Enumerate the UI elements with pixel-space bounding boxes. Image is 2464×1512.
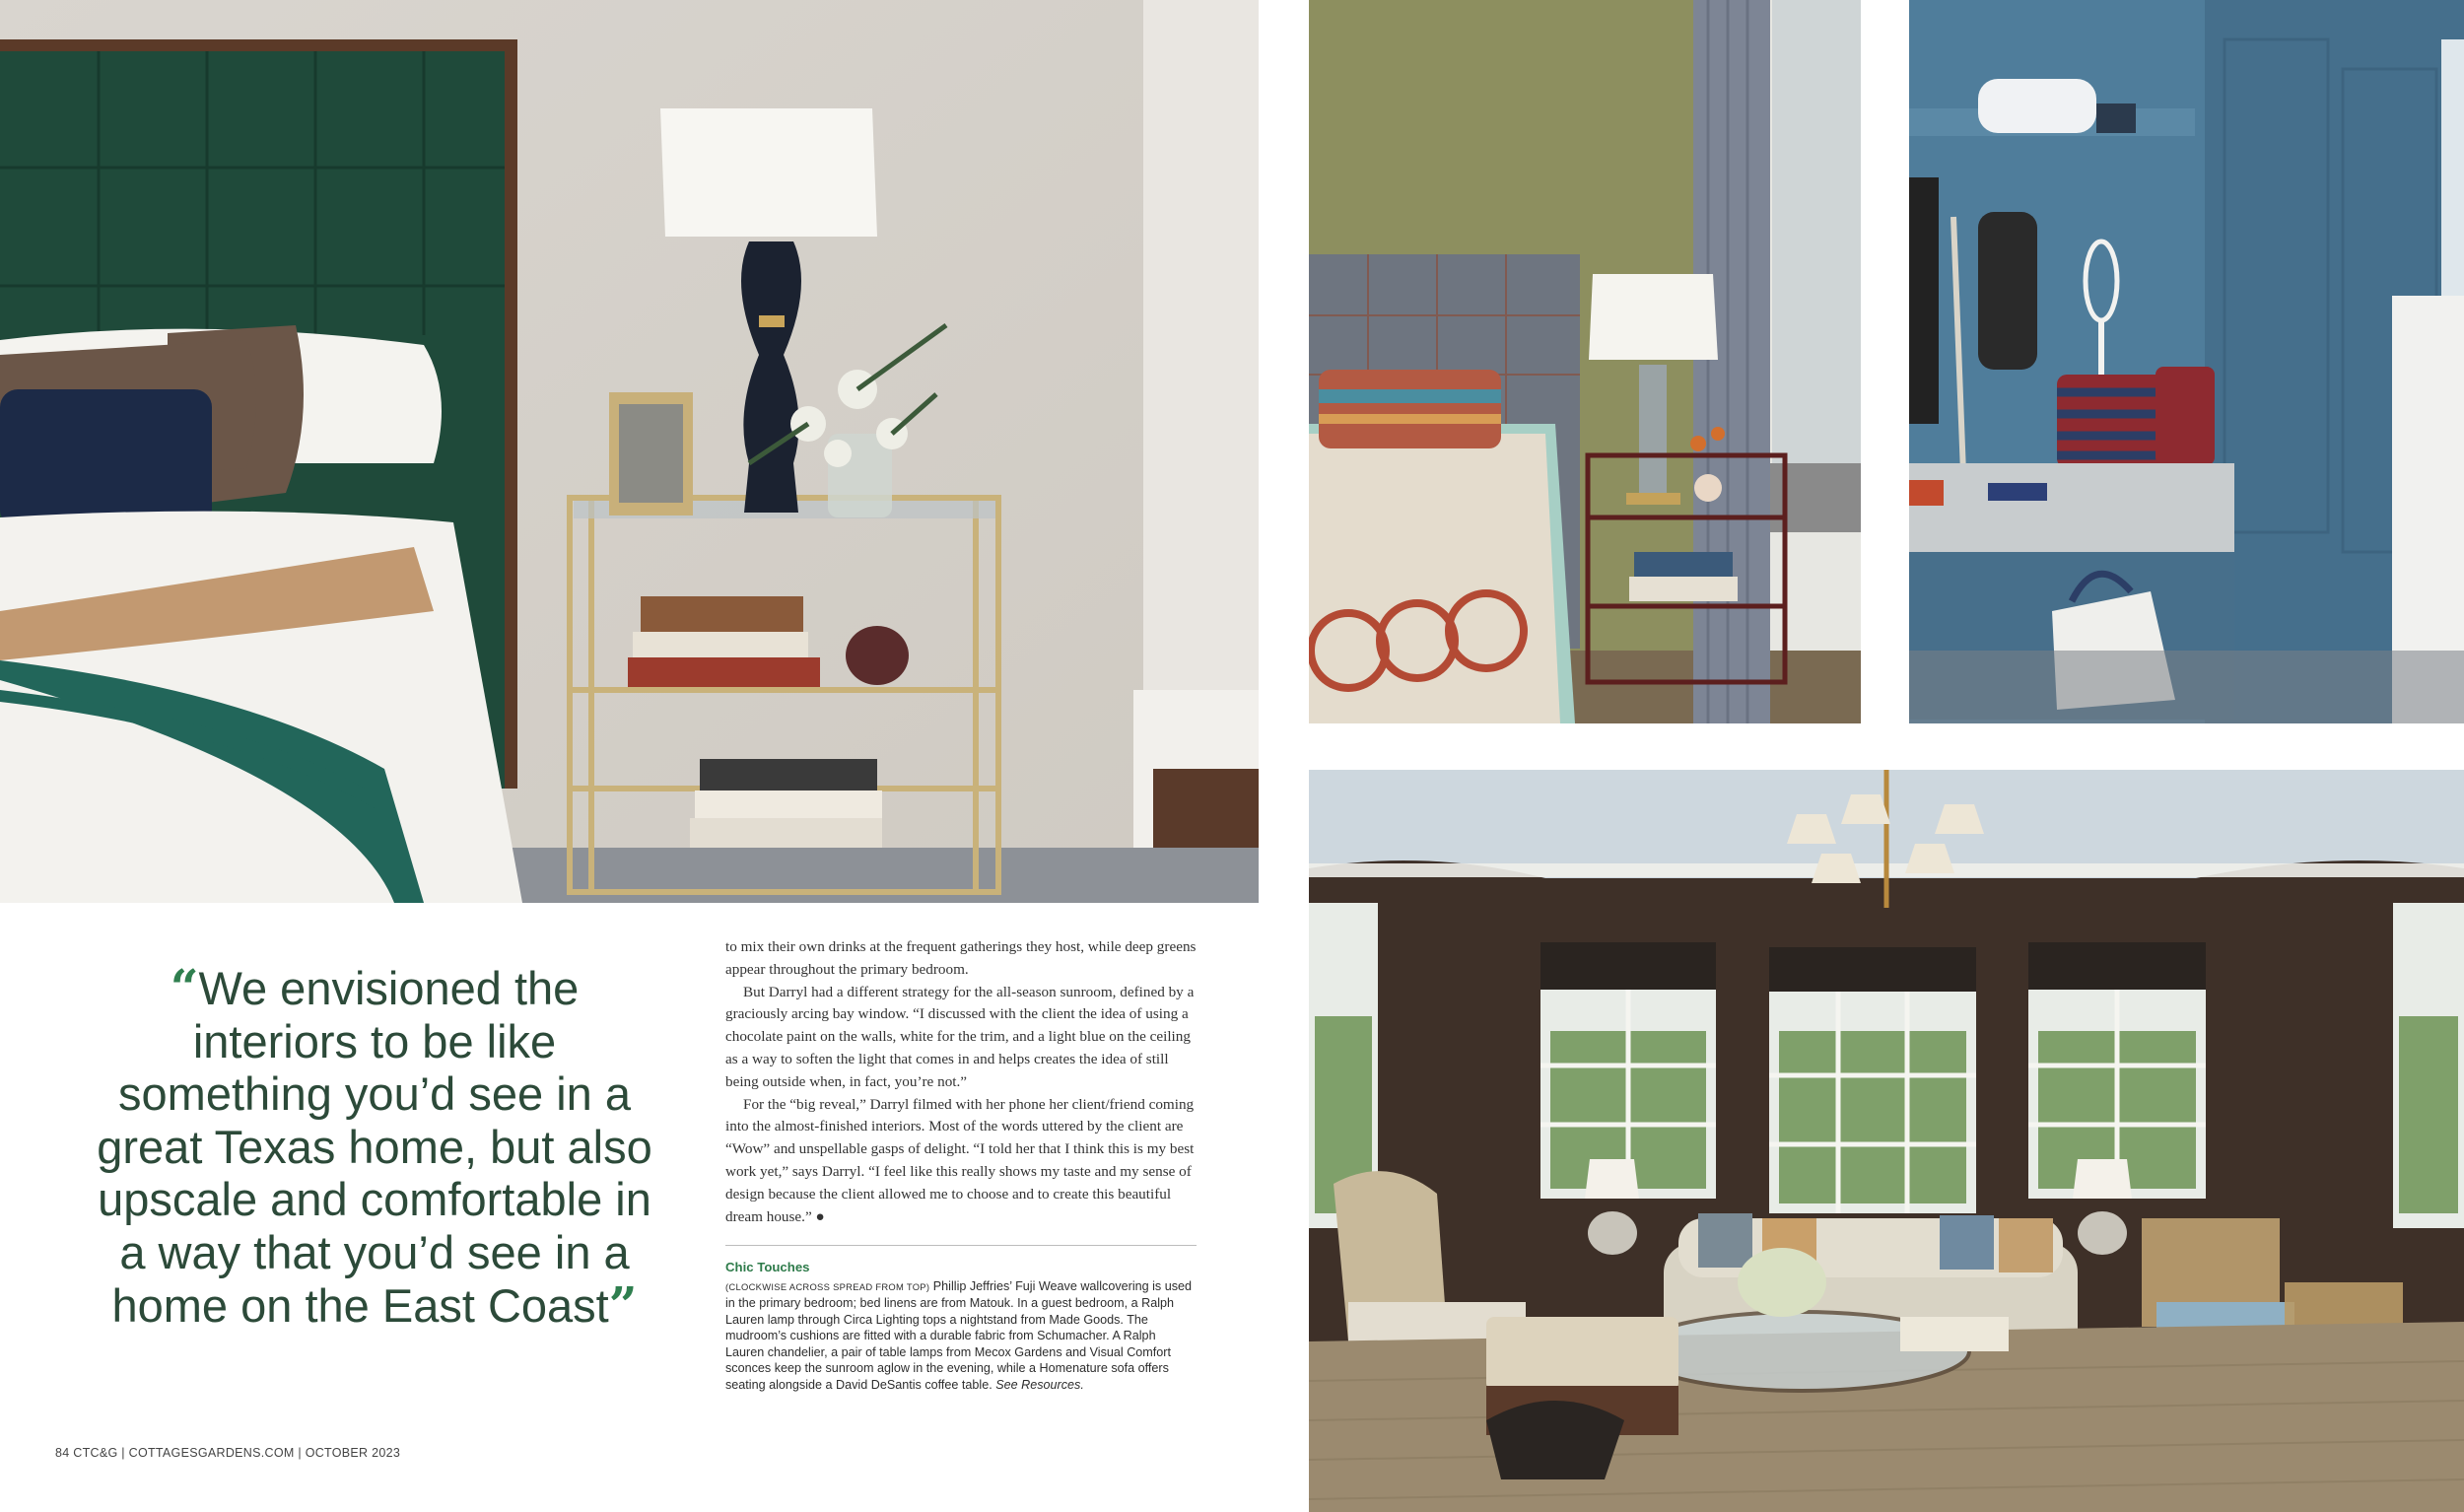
photo-caption [725, 1260, 1197, 1393]
caption-text: Phillip Jeffries’ Fuji Weave wallcovering is used in the primary bedroom; bed linens are from Matouk. In a guest bedroom, a Ralph Lauren lamp through Circa Lighting tops a nightstand from Made Goods. The mudroom’s cushions are fitted with a durable fabric from Schumacher. A Ralph Lauren chandelier, a pair of table lamps from Mecox Gardens and Visual Comfort sconces keep the sunroom aglow in the evening, while a Homenature sofa offers seating alongside a David DeSantis coffee table. [725, 1278, 1193, 1392]
body-paragraph: But Darryl had a different strategy for the all-season sunroom, defined by a graciously arcing bay window. “I discussed with the client the idea of using a chocolate paint on the walls, white for the trim, and a light blue on the ceiling as a way to soften the light that comes in and helps creates the idea of still being outside when, in fact, you’re not.” [725, 983, 1195, 1090]
page-folio: 84 CTC&G | COTTAGESGARDENS.COM | OCTOBER 2023 [55, 1446, 401, 1460]
pull-quote [89, 958, 660, 1334]
close-quote-mark: ” [608, 1275, 638, 1334]
body-paragraph-text: For the “big reveal,” Darryl filmed with her phone her client/friend coming into the almost-finished interiors. Most of the words uttered by the client are “Wow” and unspellable gasps of delight. “I told her that I think this is my best work yet,” says Darryl. “I feel like this really shows my taste and my sense of design because the client allowed me to choose and to create this beautiful dream house.” [725, 1095, 1195, 1225]
photo-primary-bedroom [0, 0, 1259, 903]
article-body [725, 936, 1197, 1228]
end-mark: ● [815, 1207, 825, 1225]
caption-lead: (CLOCKWISE ACROSS SPREAD FROM TOP) [725, 1280, 930, 1292]
caption-title: Chic Touches [725, 1260, 810, 1274]
caption-see-resources: See Resources. [995, 1377, 1084, 1392]
body-paragraph [725, 1094, 1197, 1229]
pull-quote-text: We envisioned the interiors to be like something you’d see in a great Texas home, but also upscale and comfortable in a way that you’d see in a home on the East Coast [97, 962, 652, 1332]
photo-sunroom [1309, 770, 2464, 1512]
open-quote-mark: “ [170, 958, 199, 1016]
photo-guest-bedroom [1309, 0, 1861, 723]
caption-divider [725, 1245, 1197, 1246]
photo-mudroom [1909, 0, 2464, 723]
body-paragraph: to mix their own drinks at the frequent gatherings they host, while deep greens appear throughout the primary bedroom. [725, 938, 1197, 978]
